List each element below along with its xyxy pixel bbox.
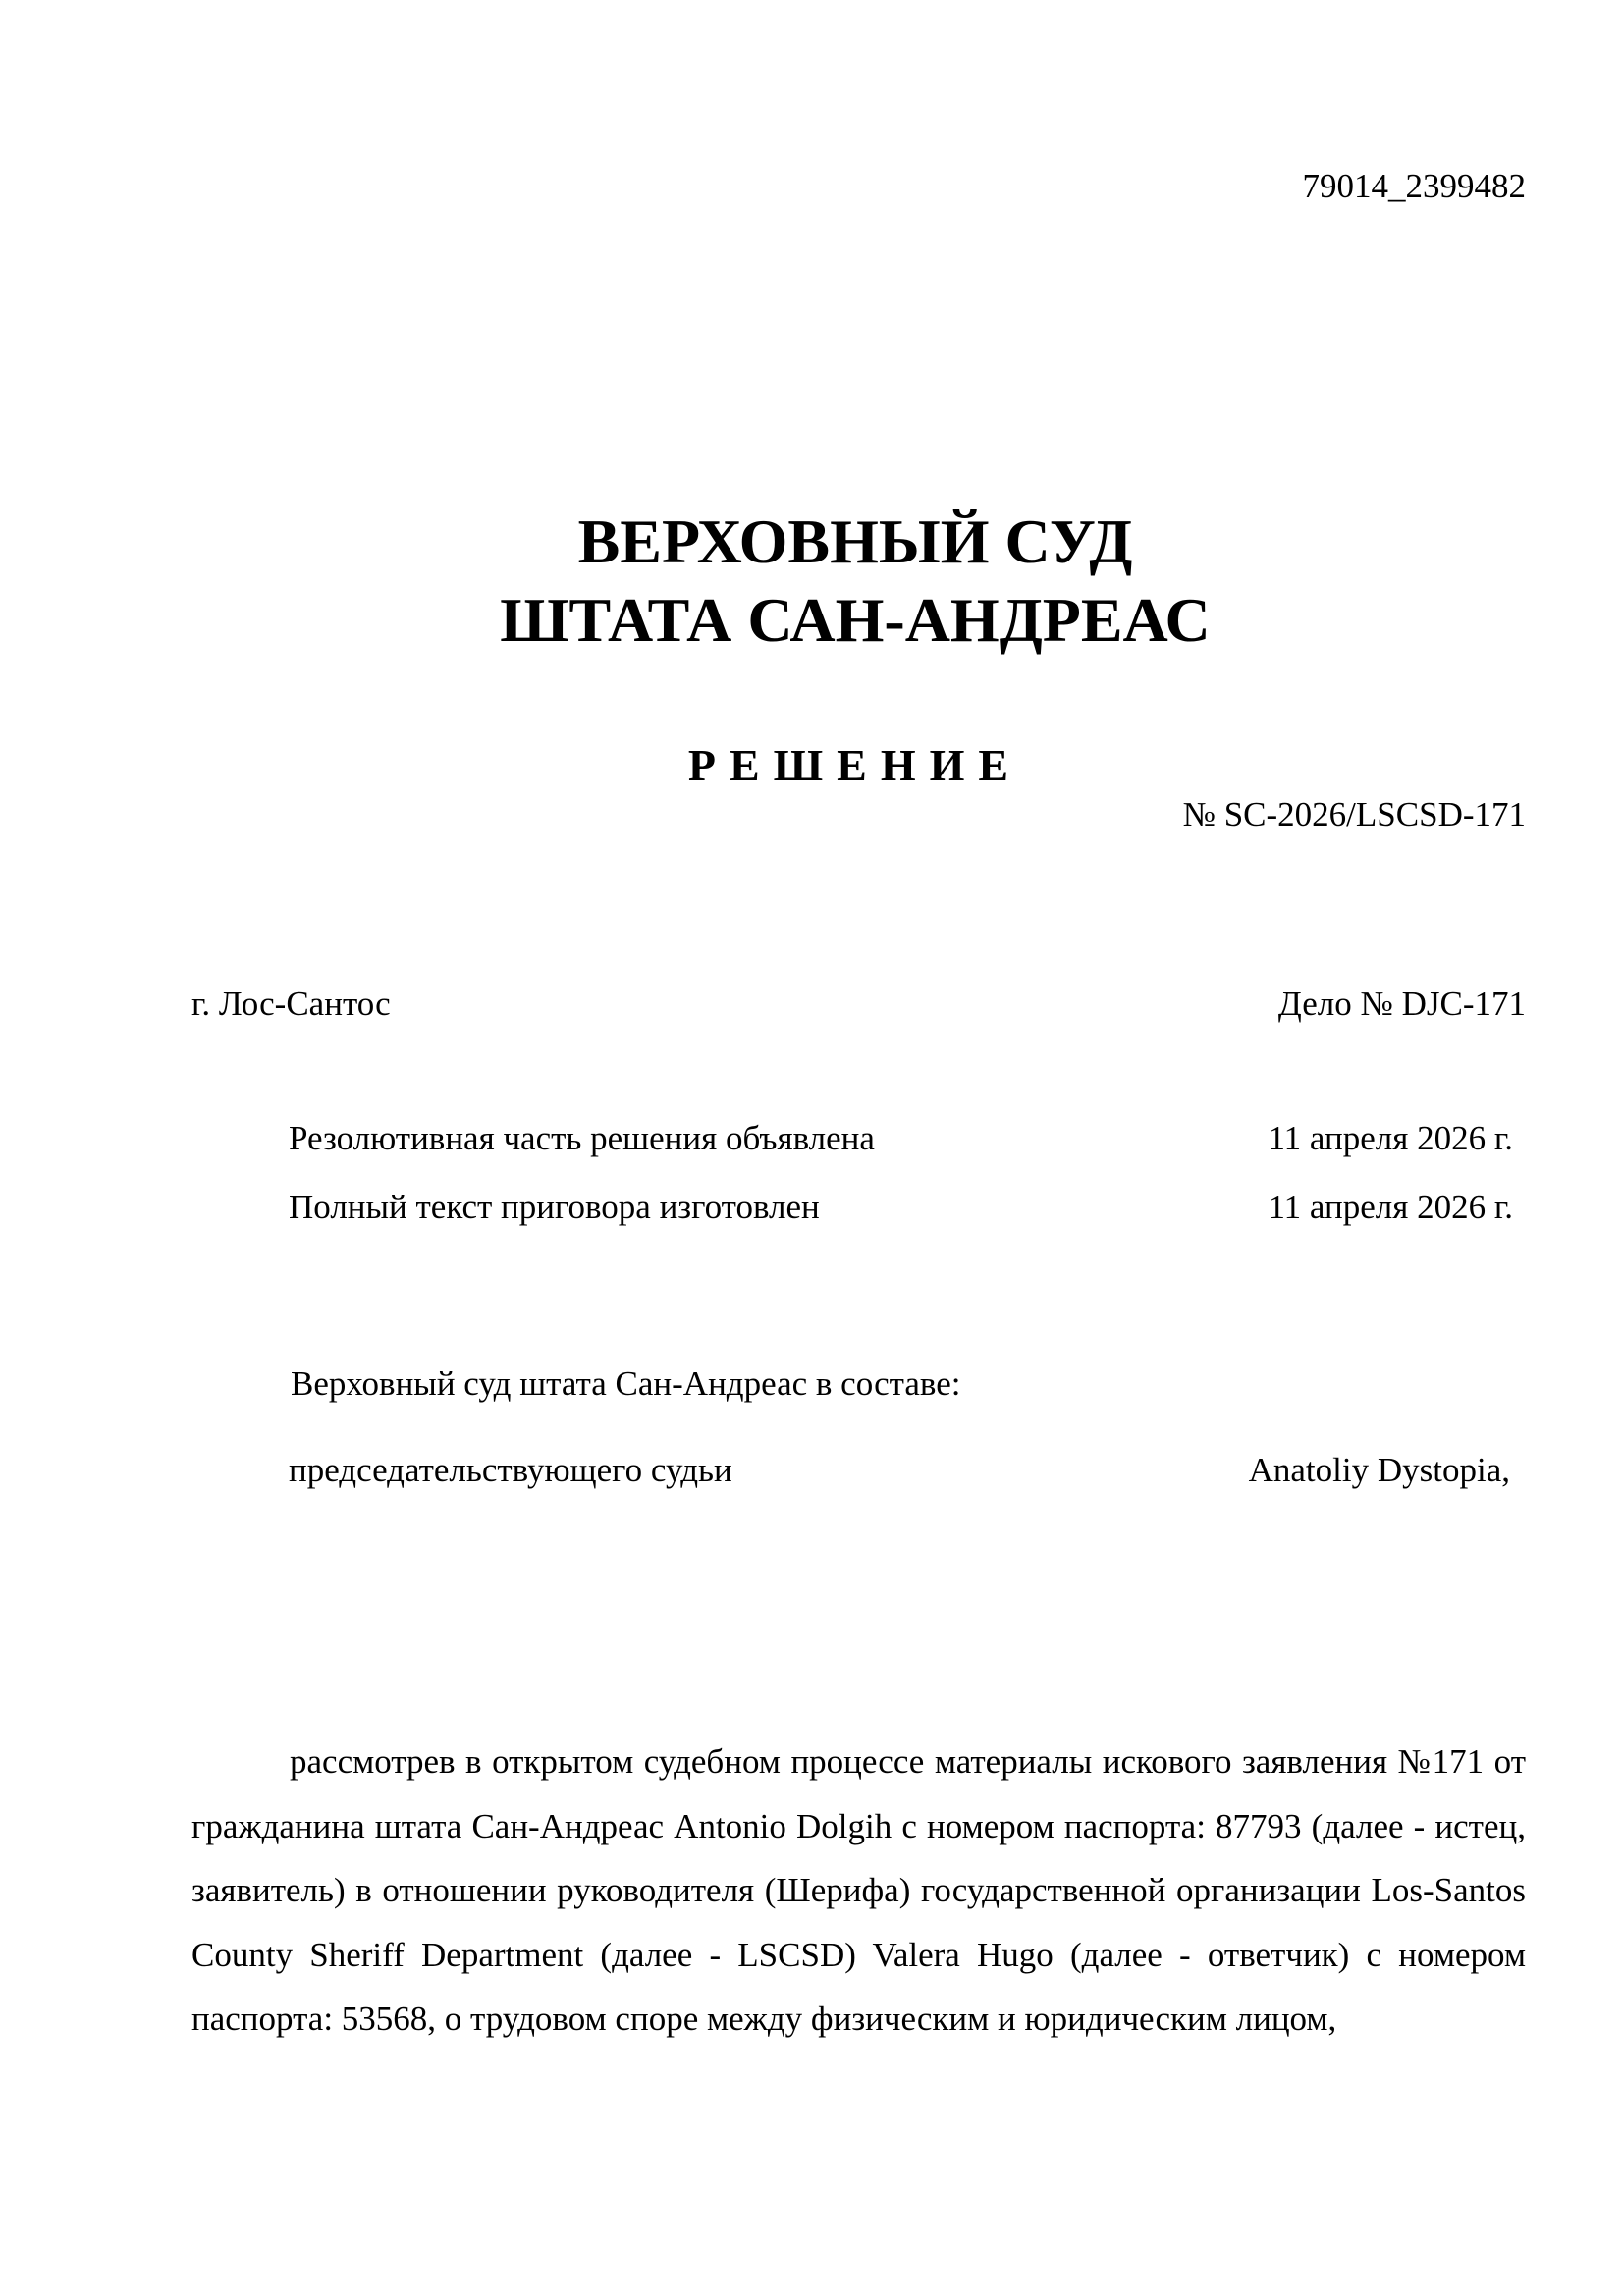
decision-title: РЕШЕНИЕ [687, 740, 1023, 790]
full-text-date: 11 апреля 2026 г. [1268, 1188, 1513, 1226]
decision-number: № SC-2026/LSCSD-171 [1182, 795, 1526, 833]
court-title-line-2: ШТАТА САН-АНДРЕАС [500, 585, 1211, 655]
court-composition: Верховный суд штата Сан-Андреас в составе: [291, 1364, 961, 1403]
case-number: Дело № DJC-171 [1277, 985, 1526, 1023]
resolution-label: Резолютивная часть решения объявлена [289, 1119, 875, 1157]
document-id: 79014_2399482 [1302, 167, 1526, 205]
judge-name: Anatoliy Dystopia, [1248, 1451, 1510, 1489]
city: г. Лос-Сантос [191, 985, 391, 1023]
court-title-line-1: ВЕРХОВНЫЙ СУД [577, 507, 1133, 576]
resolution-date: 11 апреля 2026 г. [1268, 1119, 1513, 1157]
judge-label: председательствующего судьи [289, 1451, 732, 1489]
court-title [0, 503, 1623, 660]
body-paragraph: рассмотрев в открытом судебном процессе материалы искового заявления №171 от гражданина штата Сан-Андреас Antonio Dolgih с номером паспорта: 87793 (далее - истец, заявитель) в отношении руководителя (Шерифа) государственной организации Los-Santos County Sheriff Department (далее - LSCSD) Valera Hugo (далее - ответчик) с номером паспорта: 53568, о трудовом споре между физическим и юридическим лицом, [191, 1742, 1526, 2038]
full-text-label: Полный текст приговора изготовлен [289, 1188, 820, 1226]
